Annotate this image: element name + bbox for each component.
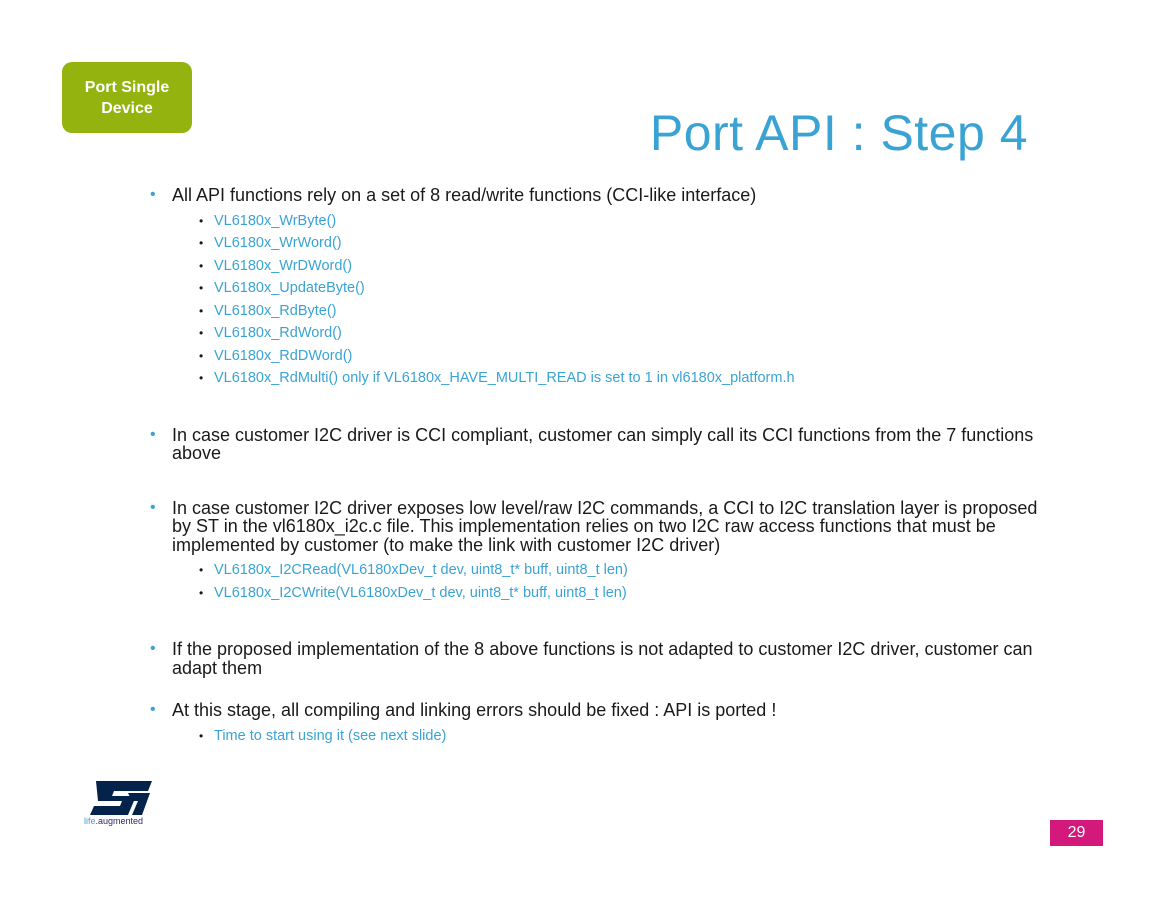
tagline-life: life	[84, 816, 96, 826]
sub-bullet	[150, 255, 1050, 278]
badge-line-1: Port Single	[84, 78, 170, 96]
sub-bullet-dot-icon: •	[199, 236, 204, 250]
tagline-rest: .augmented	[95, 816, 144, 826]
sub-bullet	[150, 300, 1050, 323]
sub-bullet-text: VL6180x_RdWord()	[214, 325, 342, 341]
bullet-text: All API functions rely on a set of 8 read/write functions (CCI-like interface)	[172, 185, 757, 205]
sub-bullet-dot-icon: •	[199, 585, 204, 600]
sub-bullet-dot-icon: •	[199, 728, 204, 743]
bullet-text: In case customer I2C driver exposes low level/raw I2C commands, a CCI to I2C translation layer is proposed by ST in the vl6180x_i2c.c file. This implementation relies on two I2C raw access functions that must be implemented by customer (to make the link with customer I2C driver)	[172, 497, 1038, 555]
logo-tagline	[84, 816, 143, 826]
sub-bullet-text: VL6180x_RdMulti() only if VL6180x_HAVE_MULTI_READ is set to 1 in vl6180x_platform.h	[214, 370, 795, 386]
sub-bullet-text: VL6180x_I2CRead(VL6180xDev_t dev, uint8_t* buff, uint8_t len)	[214, 562, 628, 578]
sub-bullet-text: VL6180x_UpdateByte()	[214, 280, 365, 296]
sub-bullet-text: VL6180x_WrDWord()	[214, 257, 353, 274]
sub-bullet	[150, 345, 1050, 368]
bullet-dot-icon: •	[150, 186, 156, 203]
sub-bullet-dot-icon: •	[199, 563, 204, 577]
sub-bullet-text: Time to start using it (see next slide)	[214, 727, 447, 744]
badge-line-2: Device	[101, 99, 153, 117]
bullet-dot-icon: •	[150, 640, 156, 657]
sub-bullet	[150, 582, 1050, 605]
sub-bullet-dot-icon: •	[199, 371, 204, 385]
sub-bullet-text: VL6180x_I2CWrite(VL6180xDev_t dev, uint8_t* buff, uint8_t len)	[214, 584, 627, 601]
bullet-list	[150, 186, 1050, 747]
bullet-text: In case customer I2C driver is CCI compliant, customer can simply call its CCI functions from the 7 functions above	[172, 424, 1034, 463]
sub-bullet	[150, 322, 1050, 345]
sub-bullet-text: VL6180x_WrWord()	[214, 235, 342, 251]
sub-list	[150, 210, 1050, 390]
bullet-text: At this stage, all compiling and linking errors should be fixed : API is ported !	[172, 700, 777, 720]
sub-bullet-dot-icon: •	[199, 348, 204, 363]
sub-bullet	[150, 725, 1050, 748]
sub-bullet-text: VL6180x_RdByte()	[214, 302, 337, 319]
bullet-dot-icon: •	[150, 425, 156, 443]
sub-bullet-dot-icon: •	[199, 303, 204, 318]
sub-bullet	[150, 210, 1050, 233]
sub-bullet	[150, 232, 1050, 255]
bullet-3	[150, 499, 1050, 555]
sub-bullet-dot-icon: •	[199, 281, 204, 295]
sub-bullet-dot-icon: •	[199, 326, 204, 340]
bullet-5	[150, 701, 1050, 720]
bullet-text: If the proposed implementation of the 8 above functions is not adapted to customer I2C driver, customer can adapt them	[172, 639, 1033, 678]
sub-list	[150, 725, 1050, 748]
bullet-4	[150, 640, 1050, 677]
bullet-dot-icon: •	[150, 498, 156, 516]
sub-bullet-text: VL6180x_WrByte()	[214, 212, 337, 229]
sub-bullet	[150, 367, 1050, 390]
sub-bullet	[150, 559, 1050, 582]
sub-bullet-text: VL6180x_RdDWord()	[214, 347, 353, 364]
section-badge	[62, 62, 192, 133]
bullet-1	[150, 186, 1050, 205]
page-number: 29	[1050, 820, 1103, 846]
sub-bullet-dot-icon: •	[199, 258, 204, 273]
sub-bullet	[150, 277, 1050, 300]
sub-list	[150, 559, 1050, 604]
sub-bullet-dot-icon: •	[199, 213, 204, 228]
bullet-dot-icon: •	[150, 701, 156, 718]
bullet-2	[150, 426, 1050, 463]
page-title: Port API : Step 4	[649, 105, 1028, 161]
